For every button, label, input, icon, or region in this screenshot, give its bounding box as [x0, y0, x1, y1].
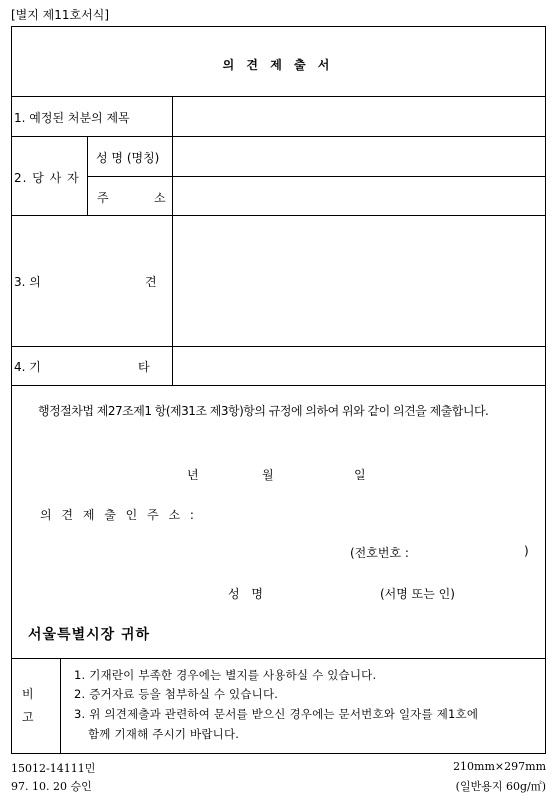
- divider: [11, 215, 546, 216]
- form-number-label: [별지 제11호서식]: [11, 8, 109, 22]
- party-label: 2. 당 사 자: [14, 171, 80, 185]
- declaration-text: 행정절차법 제27조제1 항(제31조 제3항)항의 규정에 의하여 위와 같이 의견을 제출합니다.: [38, 404, 489, 418]
- party-address-label-left: 주: [97, 191, 109, 205]
- date-month: 월: [262, 468, 274, 482]
- party-name-label: 성 명 (명칭): [96, 151, 160, 165]
- divider: [11, 136, 546, 137]
- phone-label: (전호번호 :: [350, 546, 409, 560]
- opinion-label-right: 견: [145, 275, 157, 289]
- divider: [11, 658, 546, 659]
- opinion-label-left: 3. 의: [14, 275, 41, 289]
- form-title: 의 견 제 출 서: [222, 58, 334, 72]
- note-item: 3. 위 의견제출과 관련하여 문서를 받으신 경우에는 문서번호와 일자를 제1호에: [74, 707, 479, 721]
- submitter-address-label: 의 견 제 출 인 주 소 :: [40, 508, 197, 522]
- paper-type: (일반용지 60g/㎡): [455, 780, 546, 793]
- divider: [87, 176, 546, 177]
- addressee: 서울특별시장 귀하: [28, 627, 151, 643]
- subject-label: 1. 예정된 처분의 제목: [14, 111, 130, 125]
- other-label-left: 4. 기: [14, 360, 41, 374]
- divider: [60, 658, 61, 754]
- notes-heading-2: 고: [22, 710, 34, 724]
- other-label-right: 타: [138, 360, 150, 374]
- submitter-name-label: 성 명: [228, 587, 267, 601]
- form-code: 15012-14111민: [11, 762, 96, 775]
- phone-close: ): [524, 544, 529, 558]
- date-day: 일: [354, 468, 366, 482]
- notes-heading-1: 비: [22, 687, 34, 701]
- divider: [11, 385, 546, 386]
- divider: [87, 136, 88, 215]
- date-year: 년: [187, 468, 199, 482]
- divider: [11, 346, 546, 347]
- note-item: 2. 증거자료 등을 첨부하실 수 있습니다.: [74, 687, 279, 701]
- divider: [172, 96, 173, 386]
- approval-date: 97. 10. 20 승인: [11, 780, 92, 793]
- divider: [11, 96, 546, 97]
- paper-size: 210mm×297mm: [453, 760, 546, 773]
- party-address-label-right: 소: [154, 191, 166, 205]
- note-item: 함께 기재해 주시기 바랍니다.: [88, 727, 240, 741]
- note-item: 1. 기재란이 부족한 경우에는 별지를 사용하실 수 있습니다.: [74, 668, 377, 682]
- signature-label: (서명 또는 인): [380, 587, 455, 601]
